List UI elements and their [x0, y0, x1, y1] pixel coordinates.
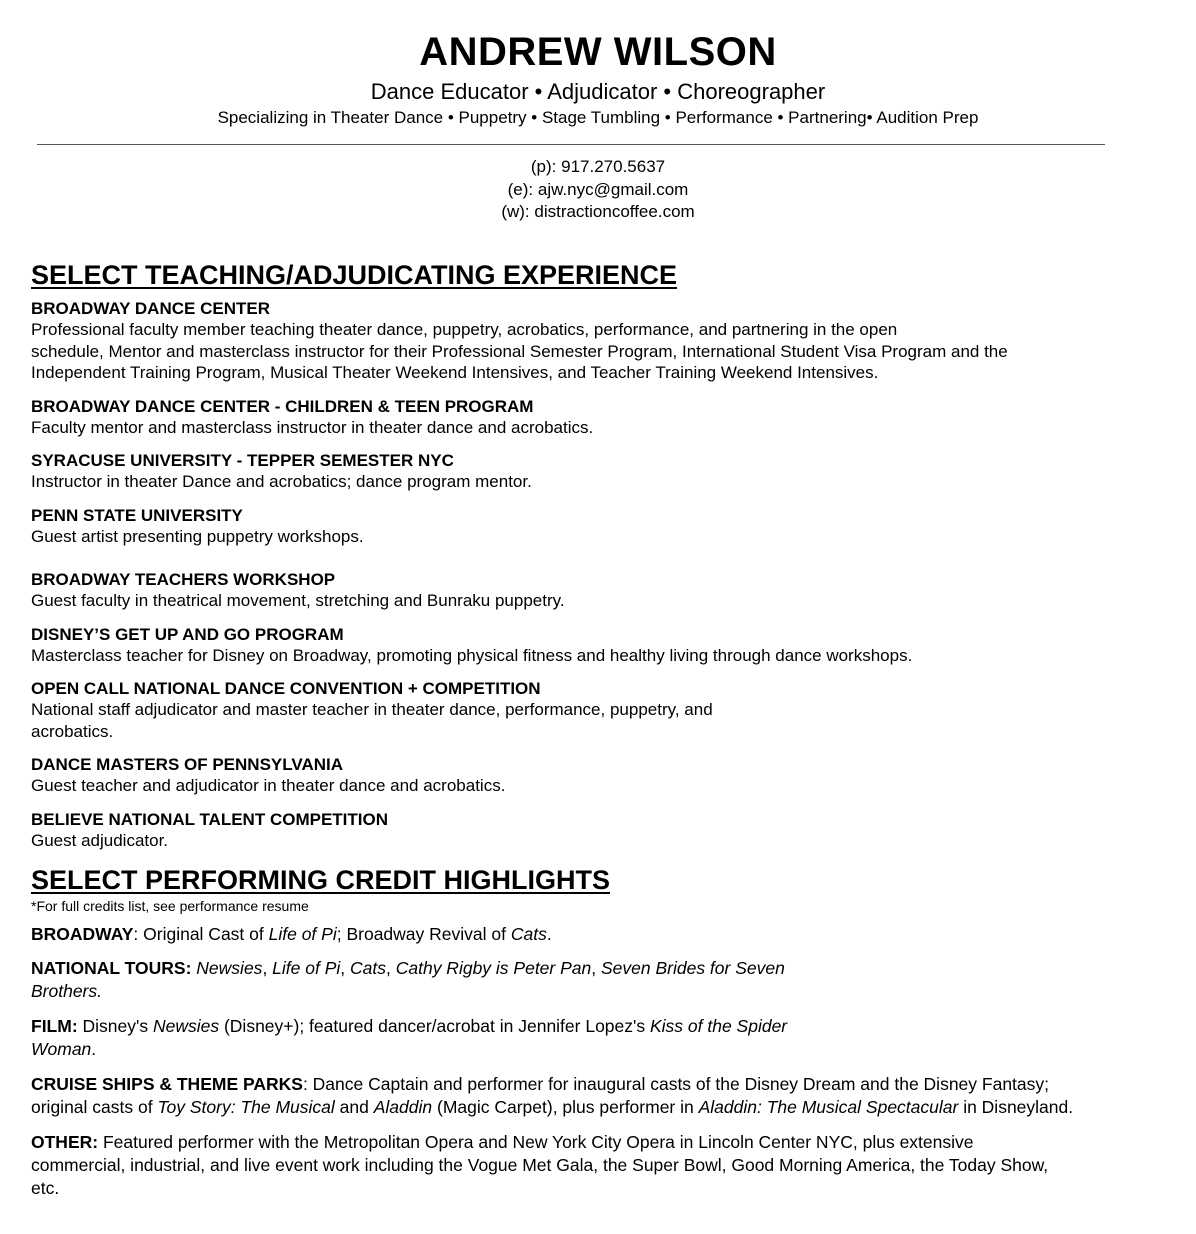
entry-title: BROADWAY DANCE CENTER [31, 299, 270, 318]
header-divider [37, 144, 1105, 145]
entry-description: Guest teacher and adjudicator in theater dance and acrobatics. [31, 776, 506, 795]
teaching-entry [31, 298, 1121, 384]
credit-text: and [334, 1097, 374, 1117]
credit-text: , [386, 958, 396, 978]
credit-title: Life of Pi [272, 958, 341, 978]
credit-line [31, 1131, 1121, 1154]
teaching-entry [31, 754, 1121, 797]
credit-title: Aladdin: The Musical Spectacular [698, 1097, 959, 1117]
candidate-tagline: Dance Educator • Adjudicator • Choreographer [370, 79, 826, 104]
entry-title: PENN STATE UNIVERSITY [31, 505, 243, 525]
credit-cruise-theme-parks [31, 1073, 1121, 1119]
credit-line [31, 980, 1121, 1003]
credit-label: FILM: [31, 1016, 78, 1036]
entry-description [31, 319, 1121, 384]
candidate-name: ANDREW WILSON [419, 30, 777, 74]
credit-title: Cats [510, 924, 547, 944]
candidate-specialties: Specializing in Theater Dance • Puppetry • Stage Tumbling • Performance • Partnering• Audition Prep [217, 108, 979, 127]
credit-film [31, 1015, 1121, 1061]
credit-text: (Disney+); featured dancer/acrobat in Jennifer Lopez's [219, 1016, 650, 1036]
entry-description: Instructor in theater Dance and acrobatics; dance program mentor. [31, 472, 532, 491]
credit-text: , [591, 958, 601, 978]
entry-line: schedule, Mentor and masterclass instructor for their Professional Semester Program, International Student Visa Program and the [31, 341, 1008, 361]
entry-title: DISNEY’S GET UP AND GO PROGRAM [31, 624, 344, 644]
credit-title: Woman [31, 1039, 92, 1059]
credit-line: commercial, industrial, and live event work including the Vogue Met Gala, the Super Bowl, Good Morning America, the Today Show, [31, 1155, 1049, 1175]
teaching-entry [31, 809, 1121, 852]
credit-line [31, 1073, 1121, 1096]
credit-line [31, 1015, 1121, 1038]
credit-broadway [31, 923, 1121, 946]
entry-title: DANCE MASTERS OF PENNSYLVANIA [31, 755, 344, 774]
entry-description [31, 699, 1121, 742]
credit-title: Brothers. [31, 981, 102, 1001]
contact-email[interactable]: (e): ajw.nyc@gmail.com [507, 179, 689, 199]
entry-title: OPEN CALL NATIONAL DANCE CONVENTION + COMPETITION [31, 679, 541, 698]
credit-text: in Disneyland. [958, 1097, 1074, 1117]
contact-block [0, 156, 1196, 224]
credit-text: , [340, 958, 351, 978]
credit-title: Toy Story: The Musical [157, 1097, 335, 1117]
credit-title: Aladdin [373, 1097, 433, 1117]
credits-note: *For full credits list, see performance resume [31, 898, 309, 914]
entry-line: National staff adjudicator and master teacher in theater dance, performance, puppetry, and [31, 700, 713, 719]
entry-line: acrobatics. [31, 721, 114, 741]
entry-description: Guest faculty in theatrical movement, stretching and Bunraku puppetry. [31, 591, 565, 610]
contact-phone[interactable]: (p): 917.270.5637 [530, 157, 666, 176]
credit-text: : Dance Captain and performer for inaugural casts of the Disney Dream and the Disney Fantasy; [302, 1074, 1050, 1094]
credit-label: OTHER: [31, 1132, 99, 1152]
credit-text: original casts of [31, 1097, 158, 1117]
credit-title: Kiss of the Spider [649, 1016, 788, 1036]
credit-title: Cathy Rigby is Peter Pan [395, 958, 592, 978]
teaching-section-title: SELECT TEACHING/ADJUDICATING EXPERIENCE [31, 260, 678, 290]
credit-text: : Original Cast of [133, 924, 269, 944]
teaching-entry [31, 569, 1121, 612]
entry-description: Masterclass teacher for Disney on Broadway, promoting physical fitness and healthy living through dance workshops. [31, 645, 913, 665]
teaching-entry [31, 396, 1121, 439]
entry-description: Guest adjudicator. [31, 830, 169, 850]
credit-text: . [546, 924, 552, 944]
entry-line: Professional faculty member teaching theater dance, puppetry, acrobatics, performance, and partnering in the open [31, 320, 898, 339]
credit-text: Disney's [77, 1016, 153, 1036]
credit-line [31, 957, 1121, 980]
credit-text: Featured performer with the Metropolitan Opera and New York City Opera in Lincoln Center NYC, plus extensive [98, 1132, 974, 1152]
credit-title: Seven Brides for Seven [600, 958, 785, 978]
credit-label: CRUISE SHIPS & THEME PARKS [31, 1074, 303, 1094]
credit-title: Newsies [196, 958, 263, 978]
credit-line [31, 1038, 1121, 1061]
resume-content [31, 258, 1121, 1200]
performing-section-title: SELECT PERFORMING CREDIT HIGHLIGHTS [31, 865, 611, 895]
credit-line [31, 1096, 1121, 1119]
credit-title: Newsies [152, 1016, 220, 1036]
teaching-entry [31, 505, 1121, 548]
credit-line: etc. [31, 1178, 60, 1198]
entry-title: BROADWAY DANCE CENTER - CHILDREN & TEEN PROGRAM [31, 396, 534, 416]
entry-line: Independent Training Program, Musical Theater Weekend Intensives, and Teacher Training Weekend Intensives. [31, 363, 879, 382]
credit-text: (Magic Carpet), plus performer in [432, 1097, 699, 1117]
credit-national-tours [31, 957, 1121, 1003]
teaching-entry [31, 450, 1121, 493]
credit-label: BROADWAY [31, 924, 134, 944]
entry-title: BELIEVE NATIONAL TALENT COMPETITION [31, 809, 388, 829]
credit-other [31, 1131, 1121, 1200]
entry-title: BROADWAY TEACHERS WORKSHOP [31, 570, 336, 589]
credit-label: NATIONAL TOURS: [31, 958, 192, 978]
entry-description: Faculty mentor and masterclass instructor in theater dance and acrobatics. [31, 417, 594, 437]
credit-text: , [262, 958, 273, 978]
credit-title: Cats [350, 958, 386, 978]
credit-text: ; Broadway Revival of [336, 924, 511, 944]
credit-title: Life of Pi [268, 924, 337, 944]
teaching-entry [31, 678, 1121, 742]
credit-text: . [91, 1039, 97, 1059]
contact-website[interactable]: (w): distractioncoffee.com [501, 202, 695, 221]
teaching-entry [31, 624, 1121, 667]
entry-description: Guest artist presenting puppetry workshops. [31, 526, 364, 546]
entry-title: SYRACUSE UNIVERSITY - TEPPER SEMESTER NYC [31, 451, 454, 470]
